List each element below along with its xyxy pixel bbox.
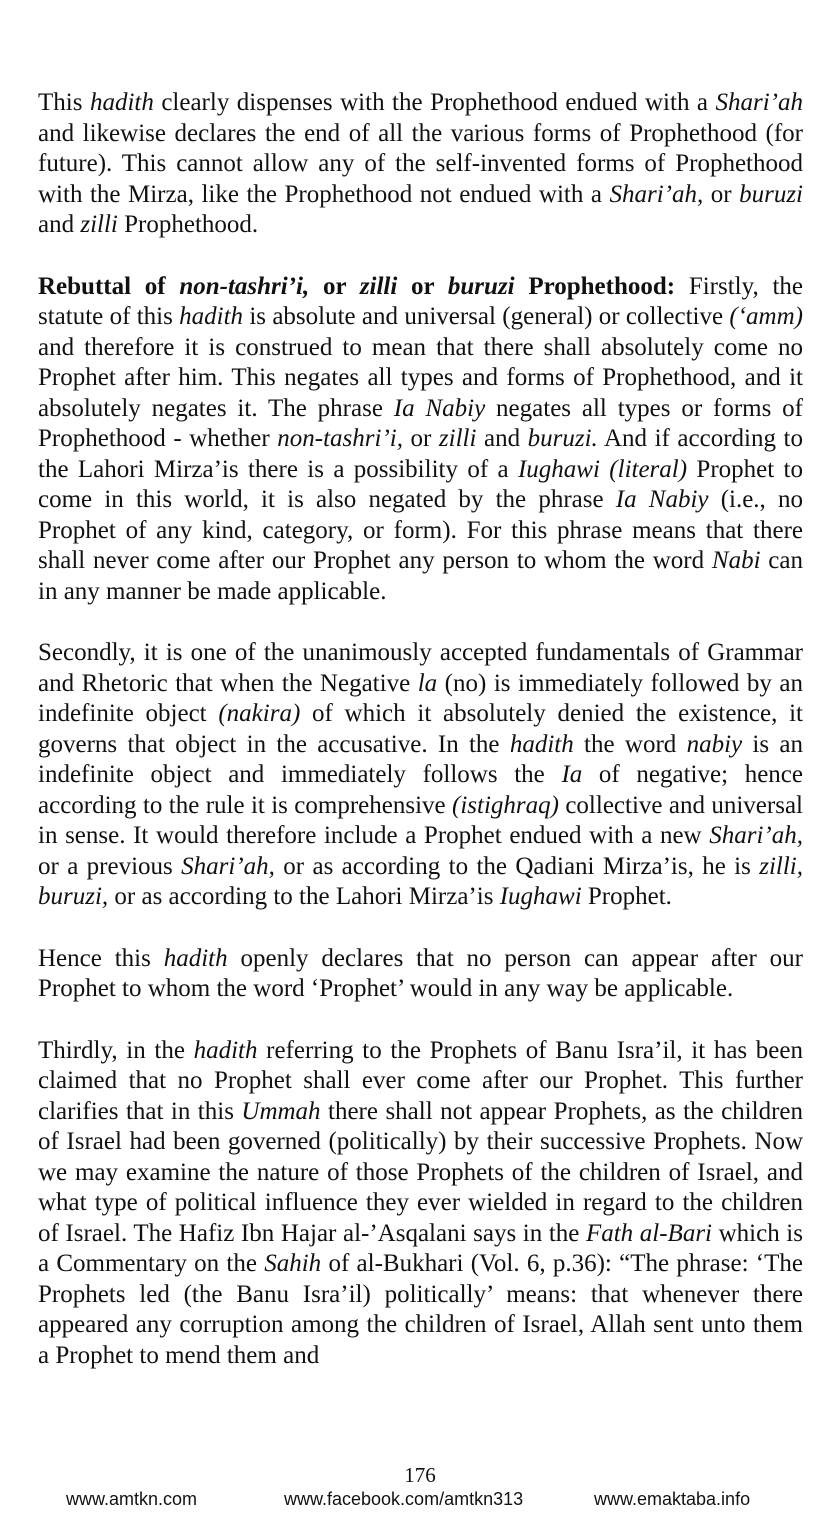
text-run: This bbox=[38, 89, 90, 116]
text-run: Ia Nabiy bbox=[615, 486, 709, 513]
text-run: hadith bbox=[89, 89, 154, 116]
text-run: is an indefinite object and immediately follows the bbox=[38, 730, 803, 788]
paragraph-5 bbox=[38, 1036, 803, 1372]
text-run: Fath al-Bari bbox=[585, 1219, 713, 1247]
paragraph-2 bbox=[38, 272, 803, 608]
text-run: la bbox=[417, 669, 438, 697]
text-run: Ummah bbox=[241, 1097, 321, 1125]
text-run: of negative; hence according to the rule it is comprehensive bbox=[38, 761, 803, 819]
paragraph-4 bbox=[38, 944, 803, 1005]
text-run: zilli, buruzi, bbox=[38, 852, 803, 910]
text-run: clearly dispenses with the Prophethood endued with a bbox=[153, 89, 716, 116]
text-run: hadith bbox=[509, 730, 574, 758]
text-run: Rebuttal of bbox=[38, 272, 180, 300]
text-run: and bbox=[476, 425, 528, 452]
text-run: buruzi bbox=[447, 272, 515, 300]
text-run: Iughawi (literal) bbox=[517, 455, 688, 483]
text-run: (‘amm) bbox=[729, 303, 803, 330]
text-run: collective and universal in sense. It would therefore include a Prophet endued with a new bbox=[38, 791, 804, 849]
text-run: Secondly, it is one of the unanimously accepted fundamentals of Grammar and Rhetoric that when the Negative bbox=[38, 639, 803, 697]
text-run: zilli bbox=[359, 272, 398, 300]
paragraph-1 bbox=[38, 88, 803, 241]
text-run: Shari’ah, bbox=[181, 852, 275, 880]
text-run: openly declares that no person can appear after our Prophet to whom the word ‘Prophet’ would in any way be applicable. bbox=[38, 944, 803, 1002]
text-run: Iughawi bbox=[499, 883, 582, 910]
text-run: can in any manner be made applicable. bbox=[38, 547, 804, 605]
paragraph-3 bbox=[38, 638, 803, 913]
page-number: 176 bbox=[404, 1463, 436, 1487]
text-run: or as according to the Lahori Mirza’is bbox=[108, 883, 500, 910]
text-run: Ia bbox=[561, 761, 583, 788]
text-run: or bbox=[397, 272, 448, 300]
text-run: Prophet. bbox=[581, 883, 672, 910]
text-run: which is a Commentary on the bbox=[38, 1219, 803, 1277]
text-run: Shari’ah, bbox=[609, 180, 704, 208]
text-run: and likewise declares the end of all the various forms of Prophethood (for future). This cannot allow any of the self-invented forms of Prophethood with the Mirza, like the Prophethood not endued with a bbox=[38, 119, 803, 208]
text-run: Shari’ah bbox=[715, 89, 803, 116]
text-run: negates all types or forms of Prophethood - whether bbox=[38, 394, 804, 452]
text-run: Nabi bbox=[711, 547, 761, 574]
text-run: (istighraq) bbox=[452, 791, 559, 819]
footer-link-amtkn[interactable]: www.amtkn.com bbox=[66, 1489, 198, 1509]
text-run: zilli bbox=[80, 211, 118, 238]
text-run: there shall not appear Prophets, as the children of Israel had been governed (politically) by their successive Prophets. Now we may examine the nature of those Prophets of the children of Israel, and what type of political influence they ever wielded in regard to the children of Israel. The Hafiz Ibn Hajar al-’Asqalani says in the bbox=[38, 1097, 803, 1247]
footer-link-facebook[interactable]: www.facebook.com/amtkn313 bbox=[284, 1489, 524, 1509]
text-run: (no) is immediately followed by an indefinite object bbox=[38, 669, 803, 727]
text-run: Ia Nabiy bbox=[393, 394, 486, 422]
text-run: (i.e., no Prophet of any kind, category, or form). For this phrase means that there shall never come after our Prophet any person to whom the word bbox=[38, 486, 804, 574]
text-run: or bbox=[402, 425, 439, 452]
text-run: or bbox=[309, 272, 360, 300]
text-run: Sahih bbox=[264, 1250, 322, 1277]
text-run: or a previous bbox=[38, 852, 182, 880]
text-run: (nakira) bbox=[218, 700, 301, 727]
text-run: Firstly, the statute of this bbox=[38, 272, 804, 330]
text-run: is absolute and universal (general) or collective bbox=[243, 303, 730, 330]
text-run: Hence this bbox=[38, 944, 164, 972]
text-run: hadith bbox=[163, 944, 228, 972]
footer-link-emaktaba[interactable]: www.emaktaba.info bbox=[594, 1489, 751, 1509]
text-run: non-tashri’i, bbox=[179, 272, 310, 300]
text-run: referring to the Prophets of Banu Isra’il, it has been claimed that no Prophet shall ever come after our Prophet. This further clarifies that in this bbox=[38, 1036, 803, 1125]
text-run: or bbox=[703, 180, 740, 208]
text-run: Thirdly, in the bbox=[38, 1036, 194, 1064]
text-run: the word bbox=[573, 730, 687, 758]
text-run: Prophethood. bbox=[117, 211, 259, 238]
text-run: and therefore it is construed to mean that there shall absolutely come no Prophet after him. This negates all types and forms of Prophethood, and it absolutely negates it. The phrase bbox=[38, 333, 803, 422]
page-body bbox=[38, 88, 803, 1402]
text-run: or as according to the Qadiani Mirza’is, he is bbox=[274, 852, 760, 880]
text-run: hadith bbox=[179, 303, 244, 330]
text-run: And if according to the Lahori Mirza’is there is a possibility of a bbox=[38, 425, 803, 483]
text-run: non-tashri’i, bbox=[277, 425, 403, 452]
text-run: Prophet to come in this world, it is also negated by the phrase bbox=[38, 455, 804, 513]
text-run: and bbox=[38, 211, 81, 238]
text-run: hadith bbox=[193, 1036, 258, 1064]
text-run: of which it absolutely denied the existence, it governs that object in the accusative. In the bbox=[38, 700, 803, 758]
text-run: buruzi bbox=[739, 180, 803, 208]
text-run: buruzi. bbox=[527, 425, 598, 452]
text-run: nabiy bbox=[686, 730, 743, 758]
text-run: zilli bbox=[438, 425, 477, 452]
text-run: Prophethood: bbox=[514, 272, 676, 300]
text-run: of al-Bukhari (Vol. 6, p.36): “The phrase: ‘The Prophets led (the Banu Isra’il) politically’ means: that whenever there appeared any corruption among the children of Israel, Allah sent unto them a Prophet to mend them and bbox=[38, 1250, 803, 1369]
text-run: Shari’ah, bbox=[709, 822, 803, 849]
